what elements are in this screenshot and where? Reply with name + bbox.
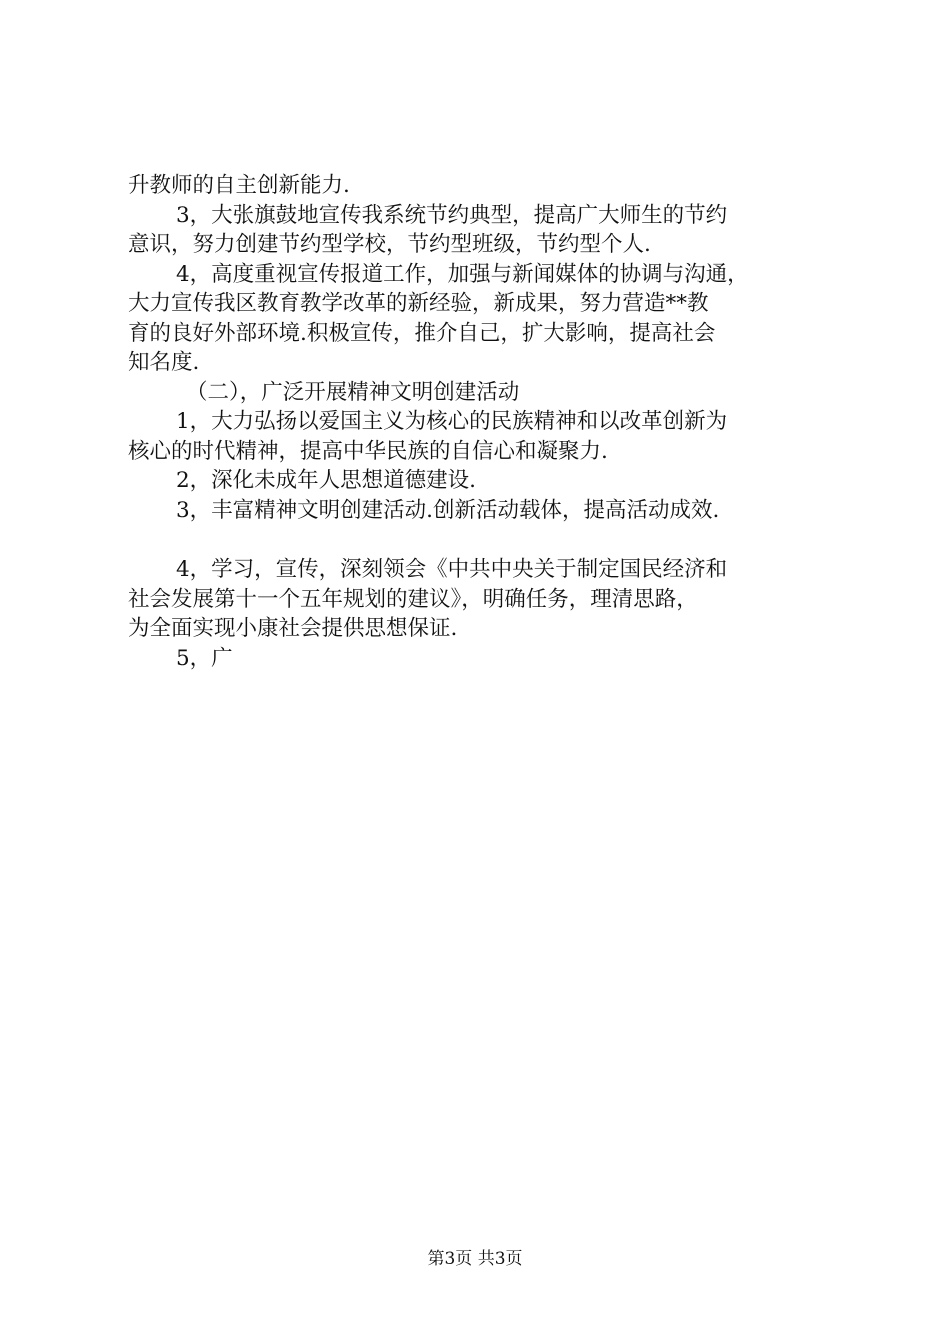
paragraph-line: 升教师的自主创新能力. — [128, 173, 350, 198]
paragraph-line: 知名度. — [128, 350, 200, 375]
paragraph-line: 意识，努力创建节约型学校，节约型班级，节约型个人. — [128, 232, 651, 257]
paragraph-line: 4，高度重视宣传报道工作，加强与新闻媒体的协调与沟通， — [176, 261, 749, 287]
paragraph-line: 育的良好外部环境.积极宣传，推介自己，扩大影响，提高社会 — [128, 320, 716, 346]
paragraph-line: 3，大张旗鼓地宣传我系统节约典型，提高广大师生的节约 — [176, 202, 728, 228]
paragraph-line: 1，大力弘扬以爱国主义为核心的民族精神和以改革创新为 — [176, 409, 728, 434]
section-heading: （二），广泛开展精神文明创建活动 — [186, 379, 520, 405]
paragraph-line: 2，深化未成年人思想道德建设. — [176, 468, 477, 493]
paragraph-line: 为全面实现小康社会提供思想保证. — [128, 616, 458, 641]
paragraph-line: 4，学习，宣传，深刻领会《中共中央关于制定国民经济和 — [176, 557, 728, 582]
paragraph-spacer — [128, 525, 838, 555]
document-body — [128, 171, 838, 673]
paragraph-line: 5，广 — [176, 645, 233, 671]
page-number-footer: 第3页 共3页 — [427, 1249, 523, 1269]
paragraph-line: 大力宣传我区教育教学改革的新经验，新成果，努力营造**教 — [128, 291, 709, 316]
paragraph-line: 核心的时代精神，提高中华民族的自信心和凝聚力. — [128, 438, 608, 464]
paragraph-line: 3，丰富精神文明创建活动.创新活动载体，提高活动成效. — [176, 497, 720, 523]
paragraph-line: 社会发展第十一个五年规划的建议》，明确任务，理清思路， — [128, 586, 698, 612]
